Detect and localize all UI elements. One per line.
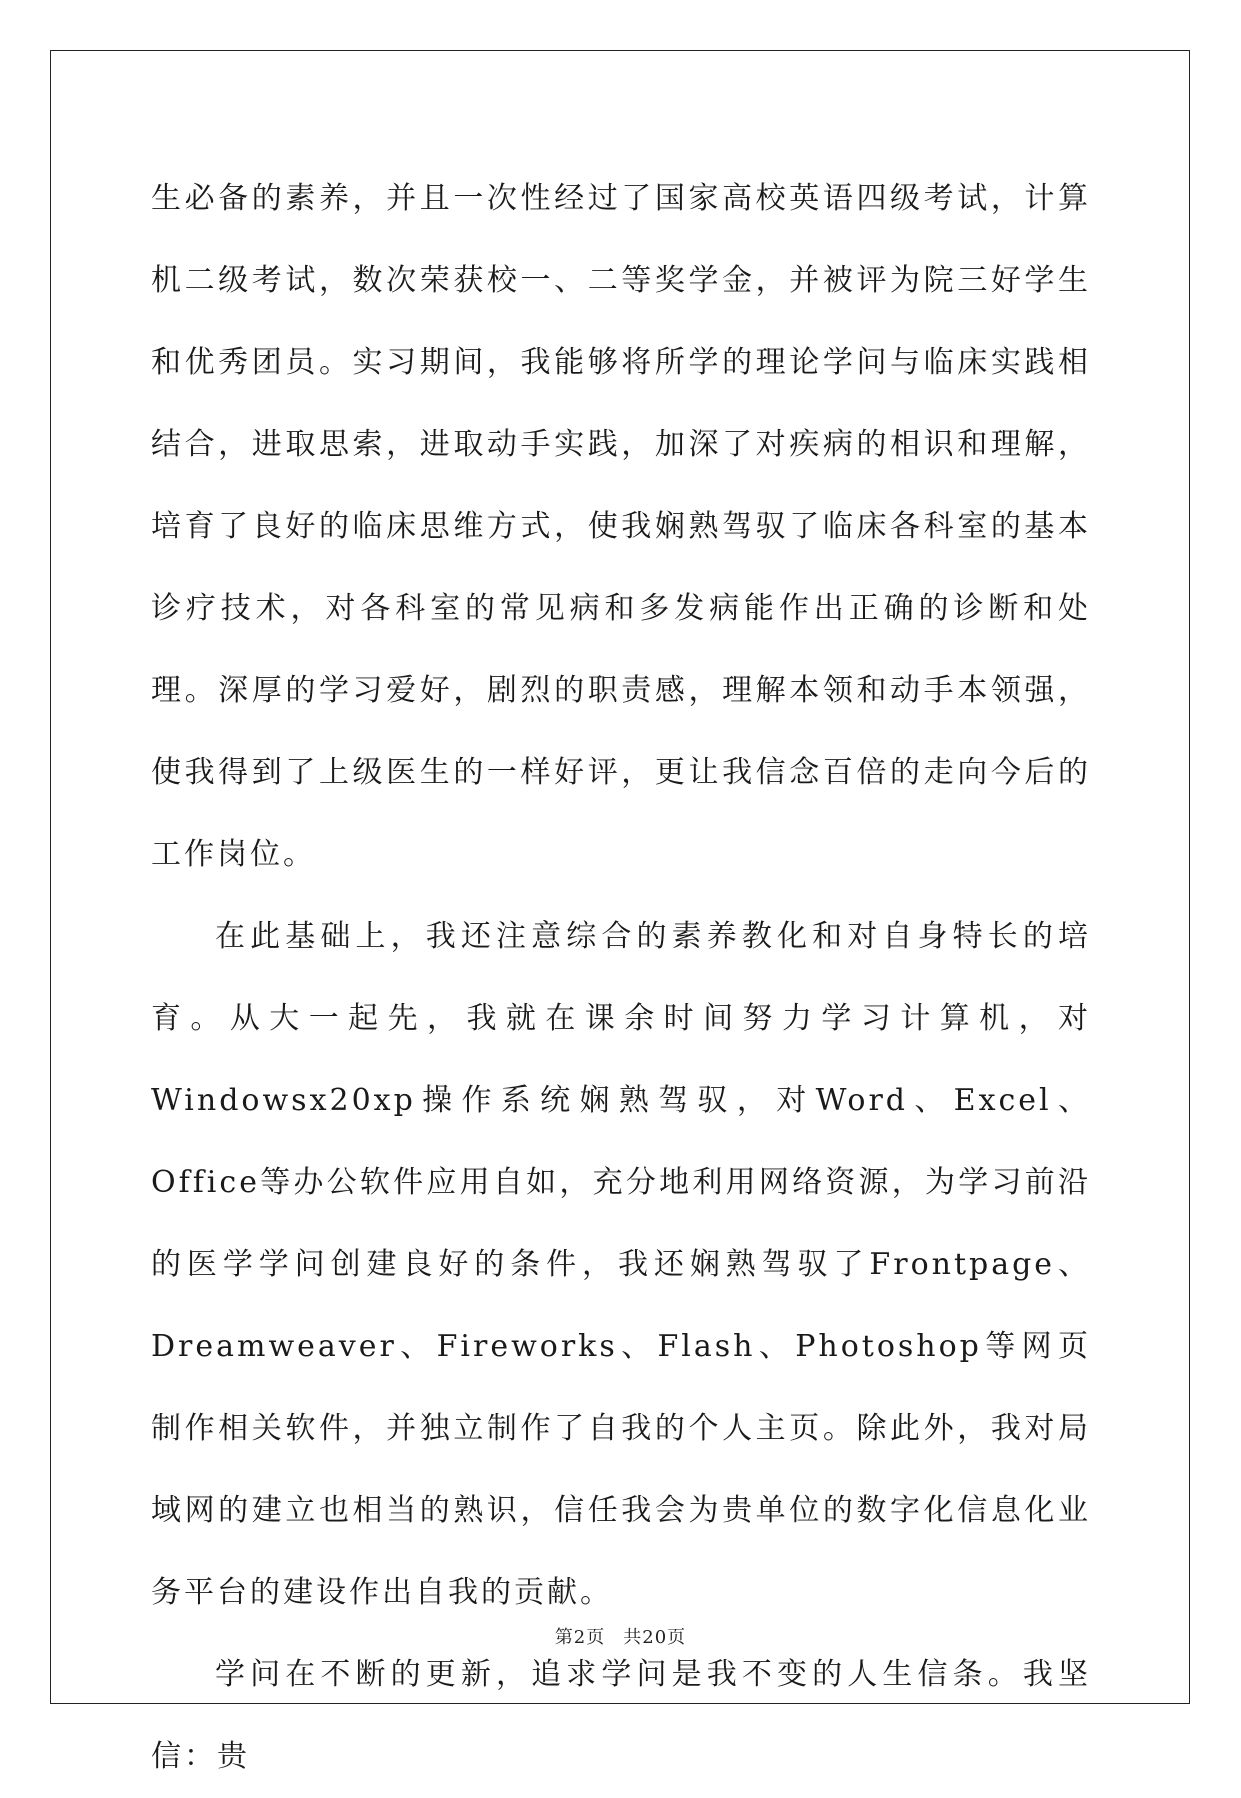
document-body <box>151 158 1091 1798</box>
paragraph: 生必备的素养，并且一次性经过了国家高校英语四级考试，计算机二级考试，数次荣获校一、二等奖学金，并被评为院三好学生和优秀团员。实习期间，我能够将所学的理论学问与临床实践相结合，进取思索，进取动手实践，加深了对疾病的相识和理解，培育了良好的临床思维方式，使我娴熟驾驭了临床各科室的基本诊疗技术，对各科室的常见病和多发病能作出正确的诊断和处理。深厚的学习爱好，剧烈的职责感，理解本领和动手本领强，使我得到了上级医生的一样好评，更让我信念百倍的走向今后的工作岗位。 <box>151 181 1091 872</box>
paragraph: 学问在不断的更新，追求学问是我不变的人生信条。我坚信：贵 <box>151 1657 1091 1774</box>
page-footer <box>0 1623 1241 1649</box>
page-number-total: 共20页 <box>623 1627 687 1648</box>
paragraph: 在此基础上，我还注意综合的素养教化和对自身特长的培育。从大一起先，我就在课余时间努力学习计算机，对Windowsx20xp操作系统娴熟驾驭，对Word、Excel、Office等办公软件应用自如，充分地利用网络资源，为学习前沿的医学学问创建良好的条件，我还娴熟驾驭了Frontpage、Dreamweaver、Fireworks、Flash、Photoshop等网页制作相关软件，并独立制作了自我的个人主页。除此外，我对局域网的建立也相当的熟识，信任我会为贵单位的数字化信息化业务平台的建设作出自我的贡献。 <box>151 919 1091 1610</box>
page-number-current: 第2页 <box>554 1627 606 1648</box>
